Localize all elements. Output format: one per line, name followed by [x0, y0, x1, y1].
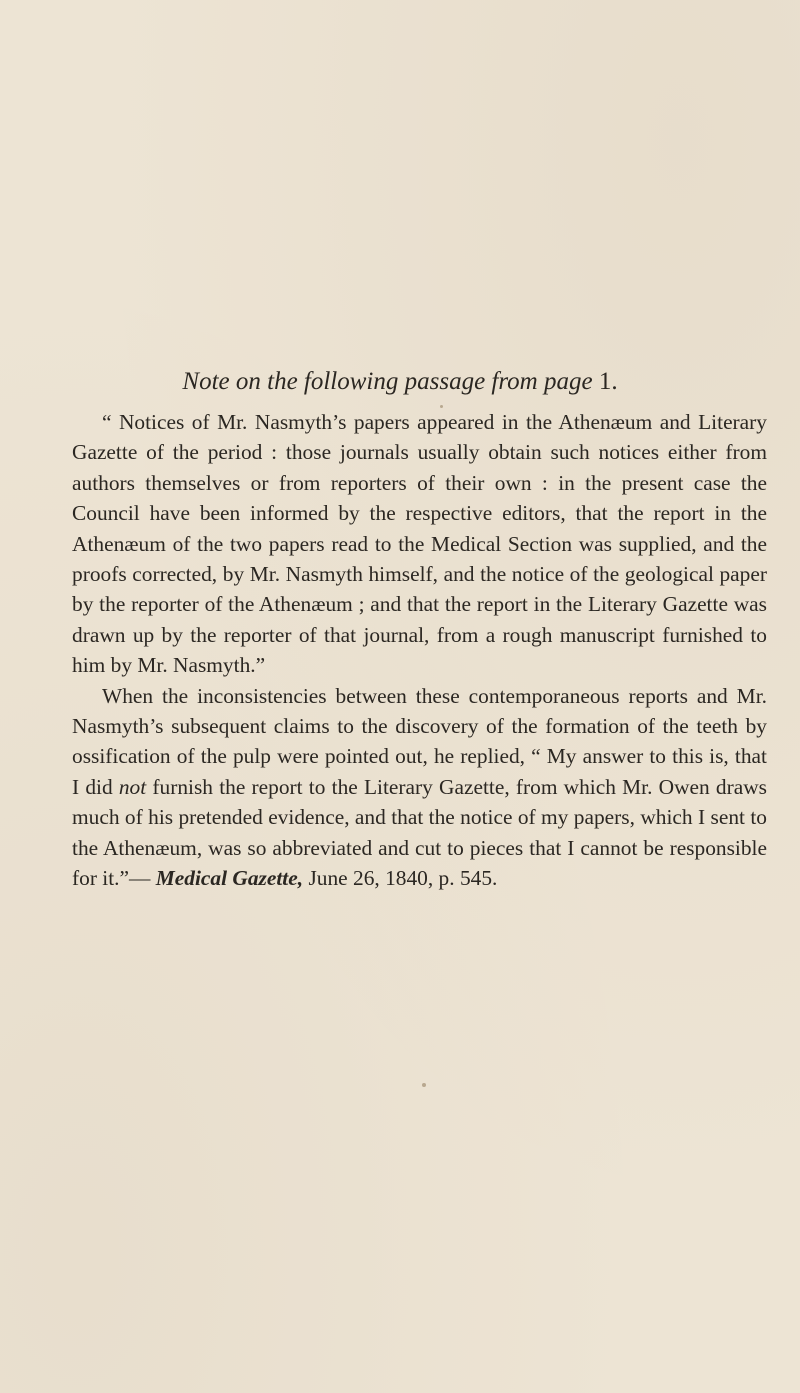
quoted-passage: “ Notices of Mr. Nasmyth’s papers appeared in the Athenæum and Literary Gazette of the period : those journals usually obtain such notices either from authors themselves or from reporters of their own : in the present case the Council have been informed by the respective editors, that the report in the Athenæum of the two papers read to the Medical Section was supplied, and the proofs corrected, by Mr. Nasmyth himself, and the notice of the geological paper by the reporter of the Athenæum ; and that the report in the Literary Gazette was drawn up by the reporter of that journal, from a rough manuscript furnished to him by Mr. Nasmyth.”: [72, 410, 767, 678]
paper-speck: [440, 405, 443, 408]
reply-text-part1: When the inconsistencies between these contemporaneous reports and Mr. Nasmyth’s subsequent claims to the discovery of the formation of the teeth by ossification of the pulp were pointed out, he replied, “ My answer to this is, that I did: [72, 683, 767, 799]
heading-page-number: 1.: [598, 368, 618, 395]
note-heading-text: Note on the following passage from page: [182, 368, 593, 395]
citation-details: June 26, 1840, p. 545.: [303, 866, 498, 891]
reply-text-part2: furnish the report to the Literary Gazette, from which Mr. Owen draws much of his pretended evidence, and that the notice of my papers, which I sent to the Athenæum, was so abbreviated and cut to pieces that I cannot be responsible for it.”—: [72, 774, 768, 891]
citation-source: Medical Gazette,: [155, 866, 304, 891]
note-heading: [0, 367, 800, 397]
emphasis-not: not: [118, 774, 147, 799]
reply-paragraph: [72, 681, 767, 894]
body-text: [72, 407, 767, 894]
paper-speck: [422, 1083, 426, 1087]
